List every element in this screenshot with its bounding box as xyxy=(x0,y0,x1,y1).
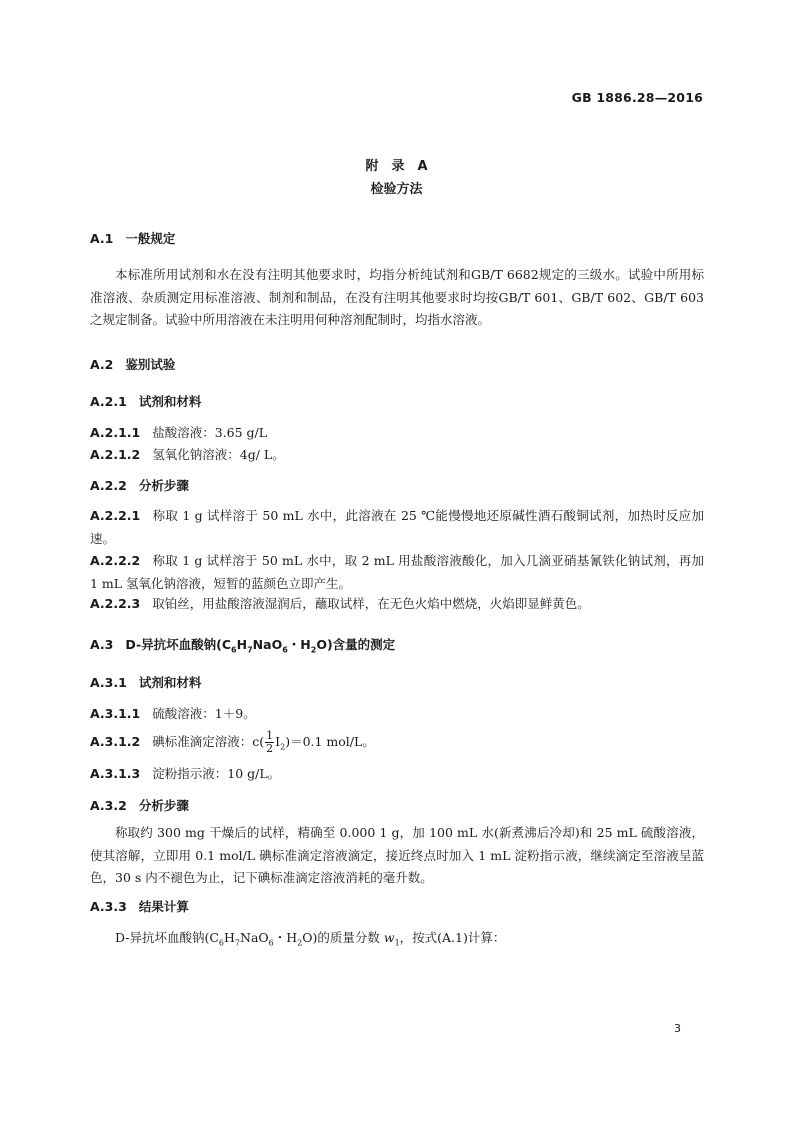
item-text: 硫酸溶液：1＋9。 xyxy=(152,706,256,721)
item-a212 xyxy=(90,445,285,463)
item-text: 称取 1 g 试样溶于 50 mL 水中，取 2 mL 用盐酸溶液酸化，加入几滴亚硝基氰铁化钠试剂，再加 1 mL 氢氧化钠溶液，短暂的蓝颜色立即产生。 xyxy=(90,553,704,591)
annex-label: 附 录 A xyxy=(365,159,428,174)
section-a2-heading xyxy=(90,355,175,373)
section-title: 分析步骤 xyxy=(138,478,189,493)
section-title: 试剂和材料 xyxy=(138,675,202,690)
section-title: D-异抗坏血酸钠($C_6H_7NaO_6$・$H_2O$)含量的测定 xyxy=(125,637,396,655)
section-title: 结果计算 xyxy=(138,899,189,914)
item-number: A.3.1.2 xyxy=(90,734,141,749)
fraction: $\frac{1}{2}$ xyxy=(266,729,274,755)
section-title: 分析步骤 xyxy=(138,798,189,813)
paragraph-a1: 本标准所用试剂和水在没有注明其他要求时，均指分析纯试剂和GB/T 6682规定的三级水。试验中所用标准溶液、杂质测定用标准溶液、制剂和制品，在没有注明其他要求时均按GB/T 601、GB/T 602、GB/T 603之规定制备。试验中所用溶液在未注明用何种溶剂配制时，均指水溶液。 xyxy=(90,267,704,327)
section-a31-heading xyxy=(90,673,201,691)
item-a311 xyxy=(90,704,256,722)
item-number: A.3.1.3 xyxy=(90,766,141,781)
section-number: A.3.1 xyxy=(90,675,127,690)
section-a3-heading xyxy=(90,635,395,655)
item-a312 xyxy=(90,730,375,755)
section-a33-heading xyxy=(90,897,189,915)
item-text: 氢氧化钠溶液：4g/ L。 xyxy=(152,447,285,462)
section-title: 试剂和材料 xyxy=(138,394,202,409)
item-text: 盐酸溶液：3.65 g/L xyxy=(152,425,268,440)
section-a21-heading xyxy=(90,392,201,410)
section-number: A.2.1 xyxy=(90,394,127,409)
item-number: A.2.1.2 xyxy=(90,447,141,462)
item-a313 xyxy=(90,764,280,782)
item-a223 xyxy=(90,594,590,612)
section-a1-heading xyxy=(90,229,175,247)
item-text: 取铂丝，用盐酸溶液湿润后，蘸取试样，在无色火焰中燃烧，火焰即显鲜黄色。 xyxy=(152,596,590,611)
item-a222 xyxy=(90,550,704,595)
section-number: A.3.3 xyxy=(90,899,127,914)
section-a22-heading xyxy=(90,476,189,494)
section-number: A.2 xyxy=(90,357,114,372)
item-number: A.2.2.3 xyxy=(90,596,141,611)
item-number: A.2.1.1 xyxy=(90,425,141,440)
standard-number: GB 1886.28—2016 xyxy=(571,90,703,105)
section-title: 一般规定 xyxy=(125,231,176,246)
section-number: A.2.2 xyxy=(90,478,127,493)
item-number: A.2.2.2 xyxy=(90,553,141,568)
section-number: A.3.2 xyxy=(90,798,127,813)
section-number: A.3 xyxy=(90,637,114,652)
item-text: 称取 1 g 试样溶于 50 mL 水中，此溶液在 25 ℃能慢慢地还原碱性酒石酸铜试剂，加热时反应加速。 xyxy=(90,508,704,546)
section-a32-heading xyxy=(90,796,189,814)
item-number: A.2.2.1 xyxy=(90,508,141,523)
page-number: 3 xyxy=(674,1022,681,1035)
paragraph-a33: D-异抗坏血酸钠($C_6H_7NaO_6$・$H_2O$)的质量分数 $w_1$，按式(A.1)计算： xyxy=(115,930,506,948)
section-number: A.1 xyxy=(90,231,114,246)
section-title: 鉴别试验 xyxy=(125,357,176,372)
item-a211 xyxy=(90,423,267,441)
item-text: 碘标准滴定溶液：c( $\frac{1}{2}$ $I_2)=0.1$ mol/L。 xyxy=(152,729,375,755)
item-a221 xyxy=(90,505,704,550)
item-number: A.3.1.1 xyxy=(90,706,141,721)
item-text: 淀粉指示液：10 g/L。 xyxy=(152,766,281,781)
annex-title: 检验方法 xyxy=(370,182,423,197)
paragraph-a32: 称取约 300 mg 干燥后的试样，精确至 0.000 1 g，加 100 mL 水(新煮沸后冷却)和 25 mL 硫酸溶液，使其溶解，立即用 0.1 mol/L 碘标准滴定溶液滴定，接近终点时加入 1 mL 淀粉指示液，继续滴定至溶液呈蓝色，30 s 内不褪色为止，记下碘标准滴定溶液消耗的毫升数。 xyxy=(90,825,704,885)
